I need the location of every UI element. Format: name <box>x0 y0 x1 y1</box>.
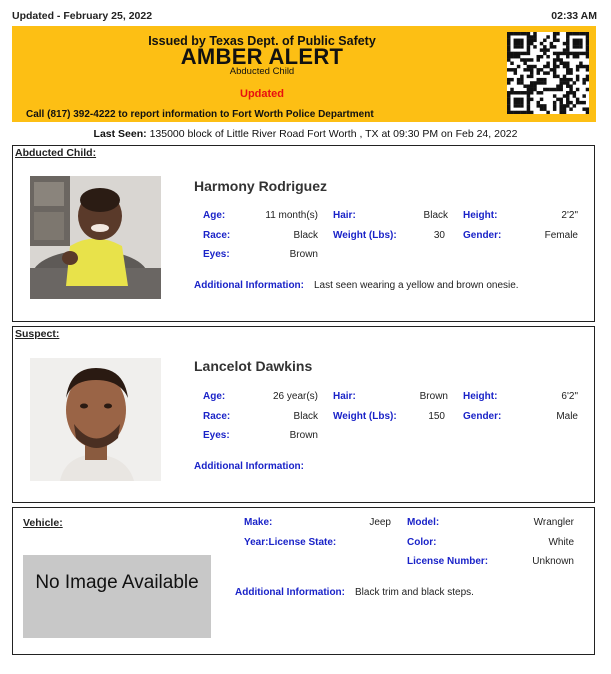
child-weight: 30 <box>433 230 445 241</box>
vehicle-make-label: Make: <box>244 517 273 528</box>
alert-status: Updated <box>240 88 284 100</box>
suspect-race: Black <box>293 411 318 422</box>
suspect-height-label: Height: <box>463 391 498 402</box>
header-bar <box>12 10 597 24</box>
vehicle-make: Jeep <box>369 517 391 528</box>
child-photo <box>30 176 161 299</box>
last-seen-label: Last Seen: <box>93 128 147 140</box>
vehicle-model: Wrangler <box>533 517 574 528</box>
suspect-height: 6'2" <box>561 391 578 402</box>
qr-code-icon[interactable] <box>507 32 589 114</box>
child-info: Last seen wearing a yellow and brown onesie. <box>314 280 519 291</box>
vehicle-year-label: Year:License State: <box>244 537 337 548</box>
call-info: Call (817) 392-4222 to report information to Fort Worth Police Department <box>26 109 374 120</box>
child-section-label: Abducted Child: <box>15 147 97 159</box>
vehicle-color-label: Color: <box>407 537 437 548</box>
child-gender: Female <box>544 230 578 241</box>
child-height: 2'2" <box>561 210 578 221</box>
vehicle-license: Unknown <box>532 556 574 567</box>
suspect-hair-label: Hair: <box>333 391 356 402</box>
vehicle-license-label: License Number: <box>407 556 489 567</box>
suspect-age: 26 year(s) <box>272 391 318 402</box>
child-weight-label: Weight (Lbs): <box>333 230 397 241</box>
child-height-label: Height: <box>463 210 498 221</box>
amber-alert-banner <box>12 26 596 122</box>
alert-title: AMBER ALERT <box>180 44 344 69</box>
alert-subtitle: Abducted Child <box>229 66 295 77</box>
child-info-label: Additional Information: <box>194 280 304 291</box>
suspect-hair: Brown <box>419 391 448 402</box>
child-gender-label: Gender: <box>463 230 502 241</box>
suspect-photo <box>30 358 161 481</box>
issued-by: Issued by Texas Dept. of Public Safety <box>148 34 376 48</box>
suspect-info-label: Additional Information: <box>194 461 304 472</box>
last-seen <box>0 128 611 140</box>
suspect-section <box>12 326 595 503</box>
child-race: Black <box>293 230 318 241</box>
child-eyes-label: Eyes: <box>203 249 230 260</box>
updated-time: 02:33 AM <box>551 10 597 22</box>
suspect-name: Lancelot Dawkins <box>194 358 313 374</box>
vehicle-no-image <box>23 555 211 638</box>
child-section <box>12 145 595 322</box>
vehicle-section-label: Vehicle: <box>23 517 63 529</box>
child-eyes: Brown <box>289 249 318 260</box>
child-name: Harmony Rodriguez <box>194 178 328 194</box>
child-age-label: Age: <box>203 210 226 221</box>
suspect-age-label: Age: <box>203 391 226 402</box>
vehicle-info-label: Additional Information: <box>235 587 345 598</box>
suspect-eyes: Brown <box>289 430 318 441</box>
suspect-weight: 150 <box>428 411 445 422</box>
last-seen-text: 135000 block of Little River Road Fort Worth , TX at 09:30 PM on Feb 24, 2022 <box>149 128 518 140</box>
child-hair: Black <box>423 210 448 221</box>
vehicle-model-label: Model: <box>407 517 440 528</box>
updated-date: Updated - February 25, 2022 <box>12 10 153 22</box>
suspect-weight-label: Weight (Lbs): <box>333 411 397 422</box>
child-age: 11 month(s) <box>265 210 318 221</box>
suspect-race-label: Race: <box>203 411 231 422</box>
vehicle-color: White <box>548 537 574 548</box>
child-race-label: Race: <box>203 230 231 241</box>
suspect-gender: Male <box>556 411 578 422</box>
suspect-section-label: Suspect: <box>15 328 60 340</box>
vehicle-section <box>12 507 595 655</box>
no-image-text: No Image Available <box>35 572 199 593</box>
child-hair-label: Hair: <box>333 210 356 221</box>
vehicle-info: Black trim and black steps. <box>355 587 474 598</box>
suspect-gender-label: Gender: <box>463 411 502 422</box>
suspect-eyes-label: Eyes: <box>203 430 230 441</box>
